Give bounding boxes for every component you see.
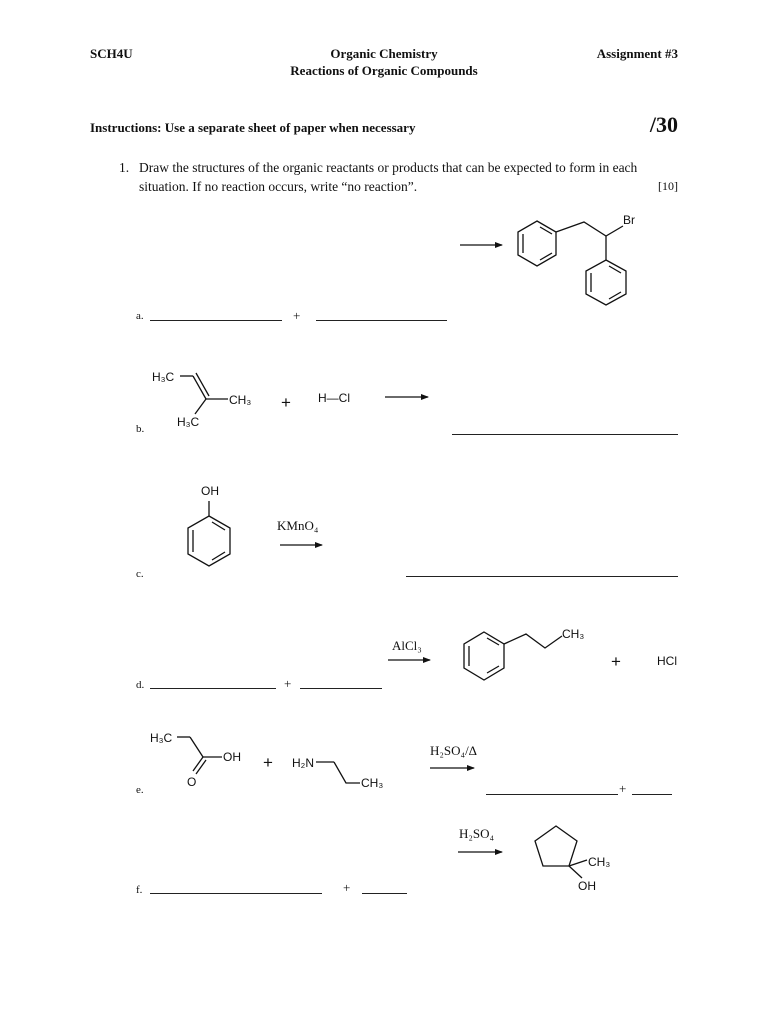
e-h3c: H₃C (150, 731, 173, 745)
benzene-ring-d (464, 632, 504, 680)
c-reagent: KMnO₄ (277, 518, 319, 533)
part-c-label: c. (136, 568, 144, 580)
c-oh: OH (201, 484, 219, 498)
part-d-label: d. (136, 679, 145, 691)
b-h3c-top: H₃C (152, 370, 175, 384)
e-o: O (187, 775, 197, 789)
f-reagent: H₂SO₄ (459, 826, 495, 841)
part-f-label: f. (136, 884, 143, 896)
benzene-ring-a1 (518, 221, 556, 266)
e-plus1: + (263, 753, 273, 772)
part-a-plus: + (293, 308, 301, 323)
e-reagent: H₂SO₄/Δ (430, 743, 478, 758)
d-ch3: CH₃ (562, 627, 585, 641)
e-ch3: CH₃ (361, 776, 384, 790)
f-oh: OH (578, 879, 596, 893)
d-hcl: HCl (657, 654, 677, 668)
b-ch3: CH₃ (229, 393, 252, 407)
assignment-number: Assignment #3 (596, 46, 678, 61)
e-plus2: + (619, 781, 627, 796)
b-plus: + (281, 393, 291, 412)
f-ch3: CH₃ (588, 855, 611, 869)
d-plus2: + (611, 652, 621, 671)
f-plus: + (343, 880, 351, 895)
page-subtitle: Reactions of Organic Compounds (290, 63, 478, 78)
benzene-ring-a2 (586, 260, 626, 305)
b-h3c-bottom: H₃C (177, 415, 200, 429)
bromo-label: Br (623, 213, 635, 227)
b-hcl: H—Cl (318, 391, 350, 405)
question-number: 1. (119, 160, 130, 175)
part-b-label: b. (136, 423, 145, 435)
page-title: Organic Chemistry (330, 46, 438, 61)
e-oh: OH (223, 750, 241, 764)
part-a-label: a. (136, 310, 144, 322)
question-line-1: Draw the structures of the organic reactants or products that can be expected to form in each (139, 160, 638, 175)
part-e-label: e. (136, 784, 144, 796)
d-plus1: + (284, 676, 292, 691)
e-h2n: H₂N (292, 756, 314, 770)
instructions-text: Instructions: Use a separate sheet of paper when necessary (90, 120, 416, 135)
total-marks: /30 (649, 112, 678, 137)
question-marks: [10] (658, 179, 678, 193)
course-code: SCH4U (90, 46, 133, 61)
benzene-ring-c (188, 516, 230, 566)
d-reagent: AlCl₃ (392, 638, 422, 653)
question-line-2: situation. If no reaction occurs, write “no reaction”. (139, 179, 418, 194)
